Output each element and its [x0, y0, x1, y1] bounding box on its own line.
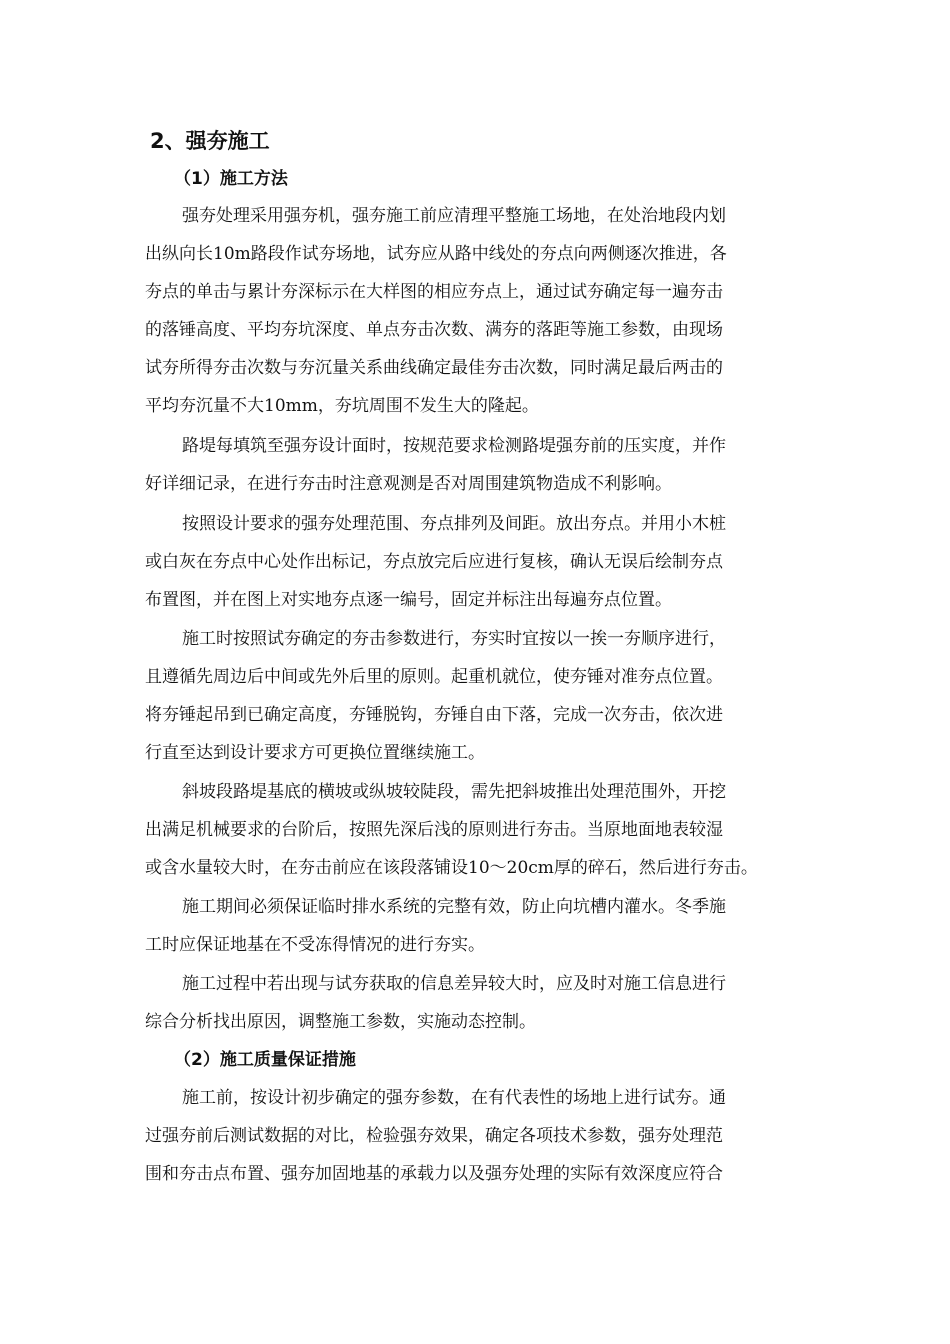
paragraph-line: 施工前，按设计初步确定的强夯参数，在有代表性的场地上进行试夯。通: [182, 1088, 726, 1108]
paragraph-line: 的落锤高度、平均夯坑深度、单点夯击次数、满夯的落距等施工参数，由现场: [145, 320, 723, 340]
paragraph-line: 过强夯前后测试数据的对比，检验强夯效果，确定各项技术参数，强夯处理范: [145, 1126, 723, 1146]
paragraph-line: 或含水量较大时，在夯击前应在该段落铺设10～20cm厚的碎石，然后进行夯击。: [145, 858, 758, 878]
paragraph-line: 出纵向长10m路段作试夯场地，试夯应从路中线处的夯点向两侧逐次推进，各: [145, 244, 727, 264]
paragraph-line: 行直至达到设计要求方可更换位置继续施工。: [145, 743, 485, 763]
paragraph-line: 按照设计要求的强夯处理范围、夯点排列及间距。放出夯点。并用小木桩: [182, 514, 726, 534]
paragraph-line: 出满足机械要求的台阶后，按照先深后浅的原则进行夯击。当原地面地表较湿: [145, 820, 723, 840]
paragraph-line: 路堤每填筑至强夯设计面时，按规范要求检测路堤强夯前的压实度，并作: [182, 436, 726, 456]
paragraph-line: 施工时按照试夯确定的夯击参数进行，夯实时宜按以一挨一夯顺序进行，: [182, 629, 726, 649]
paragraph-line: 工时应保证地基在不受冻得情况的进行夯实。: [145, 935, 485, 955]
paragraph-line: 施工过程中若出现与试夯获取的信息差异较大时，应及时对施工信息进行: [182, 974, 726, 994]
paragraph-line: 且遵循先周边后中间或先外后里的原则。起重机就位，使夯锤对准夯点位置。: [145, 667, 723, 687]
section-heading: 2、强夯施工: [150, 129, 270, 153]
paragraph-line: 施工期间必须保证临时排水系统的完整有效，防止向坑槽内灌水。冬季施: [182, 897, 726, 917]
subheading-quality-measures: （2）施工质量保证措施: [174, 1050, 356, 1070]
paragraph-line: 强夯处理采用强夯机，强夯施工前应清理平整施工场地，在处治地段内划: [182, 206, 726, 226]
paragraph-line: 好详细记录，在进行夯击时注意观测是否对周围建筑物造成不利影响。: [145, 474, 672, 494]
paragraph-line: 试夯所得夯击次数与夯沉量关系曲线确定最佳夯击次数，同时满足最后两击的: [145, 358, 723, 378]
paragraph-line: 将夯锤起吊到已确定高度，夯锤脱钩，夯锤自由下落，完成一次夯击，依次进: [145, 705, 723, 725]
paragraph-line: 综合分析找出原因，调整施工参数，实施动态控制。: [145, 1012, 536, 1032]
paragraph-line: 平均夯沉量不大10mm，夯坑周围不发生大的隆起。: [145, 396, 539, 416]
paragraph-line: 夯点的单击与累计夯深标示在大样图的相应夯点上，通过试夯确定每一遍夯击: [145, 282, 723, 302]
subheading-construction-method: （1）施工方法: [174, 169, 288, 189]
paragraph-line: 斜坡段路堤基底的横坡或纵坡较陡段，需先把斜坡推出处理范围外，开挖: [182, 782, 726, 802]
paragraph-line: 布置图，并在图上对实地夯点逐一编号，固定并标注出每遍夯点位置。: [145, 590, 672, 610]
paragraph-line: 或白灰在夯点中心处作出标记，夯点放完后应进行复核，确认无误后绘制夯点: [145, 552, 723, 572]
paragraph-line: 围和夯击点布置、强夯加固地基的承载力以及强夯处理的实际有效深度应符合: [145, 1164, 723, 1184]
